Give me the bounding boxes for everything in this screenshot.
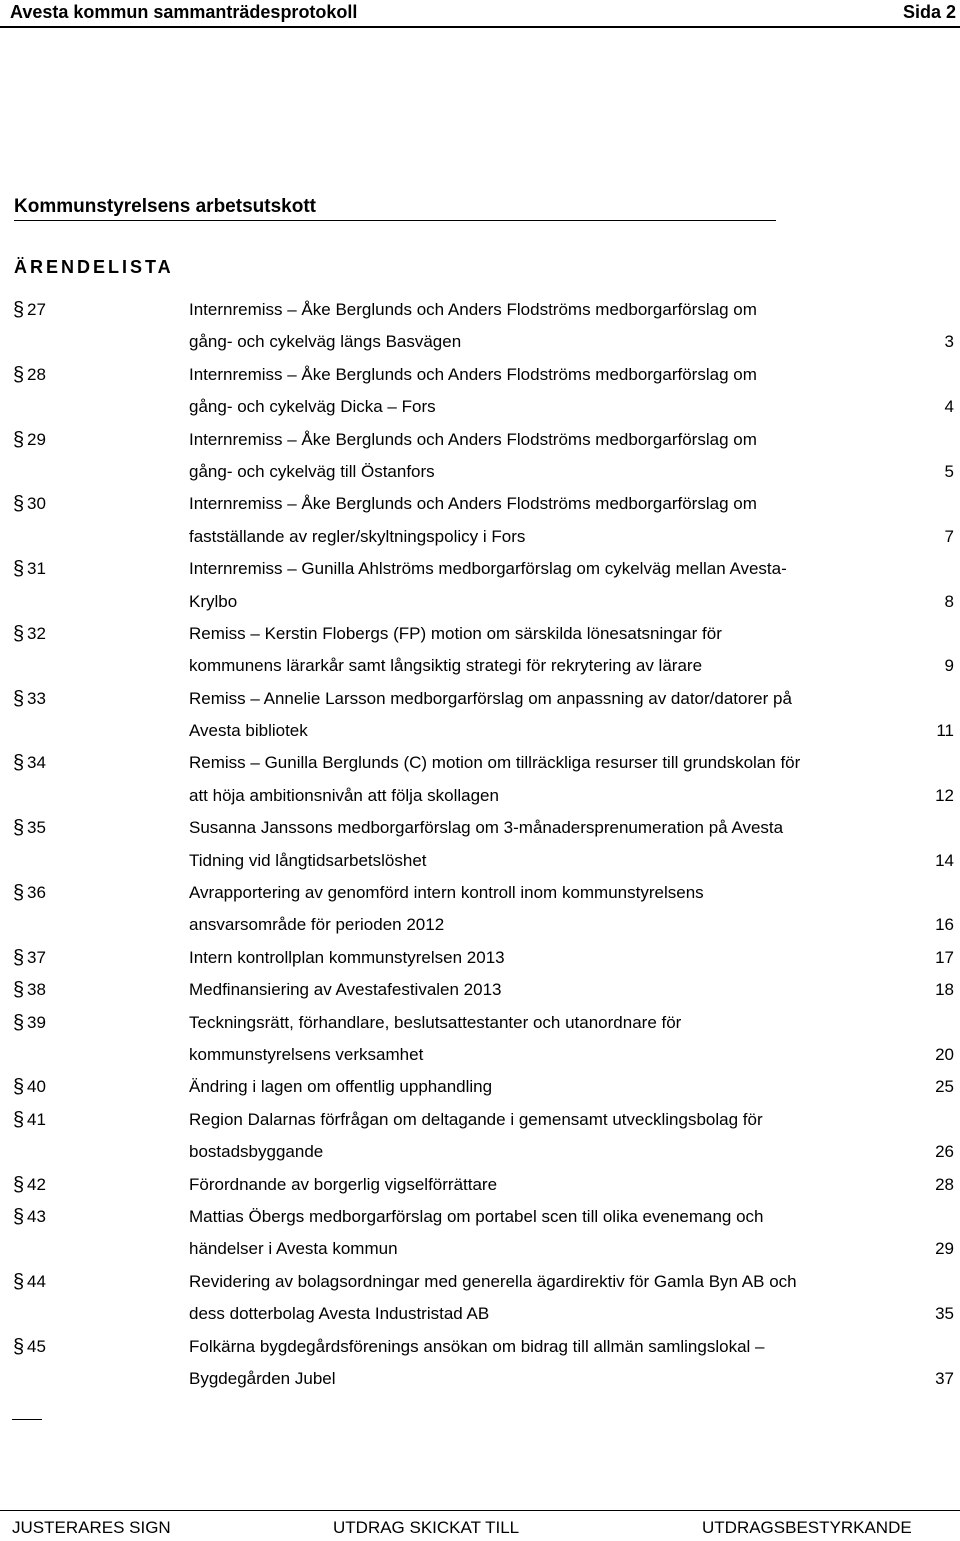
item-title-line: Avesta bibliotek [189,721,308,741]
item-title-line: Internremiss – Gunilla Ahlströms medborgarförslag om cykelväg mellan Avesta- [189,559,787,579]
item-page-number: 20 [935,1044,954,1064]
item-title-line: kommunens lärarkår samt långsiktig strategi för rekrytering av lärare [189,656,703,676]
item-number: 32 [27,623,46,643]
section-symbol: § [13,882,25,905]
item-number: 34 [27,753,46,773]
section-symbol: § [13,979,25,1002]
agenda-item [0,359,960,424]
page-number: Sida 2 [902,2,956,22]
agenda-item-line [0,845,960,877]
item-title-line: fastställande av regler/skyltningspolicy i Fors [189,526,526,546]
section-symbol: § [13,428,25,451]
agenda-item-line [0,424,960,456]
section-symbol: § [13,1108,25,1131]
agenda-item-line [0,1298,960,1330]
item-number: 30 [27,494,46,514]
item-title-line: Teckningsrätt, förhandlare, beslutsattestanter och utanordnare för [189,1012,682,1032]
item-title-line: Avrapportering av genomförd intern kontroll inom kommunstyrelsens [189,883,704,903]
agenda-item [0,1201,960,1266]
agenda-item [0,618,960,683]
agenda-item-line [0,1169,960,1201]
agenda-item-line [0,1233,960,1265]
item-number: 44 [27,1271,46,1291]
end-rule [12,1419,42,1420]
document-title: Avesta kommun sammanträdesprotokoll [10,2,358,22]
section-symbol: § [13,1011,25,1034]
item-page-number: 26 [935,1142,954,1162]
item-page-number: 18 [935,980,954,1000]
agenda-item-line [0,747,960,779]
item-title-line: Ändring i lagen om offentlig upphandling [189,1077,493,1097]
section-symbol: § [13,363,25,386]
item-page-number: 12 [935,785,954,805]
agenda-item [0,683,960,748]
item-number: 35 [27,818,46,838]
agenda-item [0,553,960,618]
section-symbol: § [13,493,25,516]
agenda-item-line [0,1136,960,1168]
item-number: 36 [27,883,46,903]
item-number: 40 [27,1077,46,1097]
agenda-item [0,1266,960,1331]
agenda-list [0,294,960,1395]
item-title-line: gång- och cykelväg längs Basvägen [189,332,462,352]
section-symbol: § [13,1173,25,1196]
item-number: 42 [27,1174,46,1194]
item-title-line: Revidering av bolagsordningar med generella ägardirektiv för Gamla Byn AB och [189,1271,797,1291]
item-title-line: Internremiss – Åke Berglunds och Anders Flodströms medborgarförslag om [189,300,757,319]
agenda-item-line [0,780,960,812]
item-number: 37 [27,947,46,967]
item-title-line: dess dotterbolag Avesta Industristad AB [189,1304,490,1324]
item-number: 45 [27,1336,46,1356]
item-title-line: Mattias Öbergs medborgarförslag om portabel scen till olika evenemang och [189,1206,764,1226]
item-title-line: ansvarsområde för perioden 2012 [189,915,445,935]
item-title-line: att höja ambitionsnivån att följa skollagen [189,785,499,805]
item-title-line: gång- och cykelväg Dicka – Fors [189,397,436,417]
item-title-line: Susanna Janssons medborgarförslag om 3-månadersprenumeration på Avesta [189,818,784,838]
agenda-item-line [0,812,960,844]
agenda-item [0,1331,960,1396]
agenda-item [0,1169,960,1201]
agenda-item-line [0,909,960,941]
committee-underline [14,220,776,221]
item-page-number: 35 [935,1304,954,1324]
item-title-line: Internremiss – Åke Berglunds och Anders Flodströms medborgarförslag om [189,494,757,514]
agenda-item [0,877,960,942]
committee-name: Kommunstyrelsens arbetsutskott [14,196,316,217]
item-page-number: 8 [944,591,954,611]
item-number: 43 [27,1206,46,1226]
item-title-line: kommunstyrelsens verksamhet [189,1044,424,1064]
section-symbol: § [13,1076,25,1099]
agenda-item-line [0,1071,960,1103]
item-title-line: Bygdegården Jubel [189,1368,336,1388]
section-symbol: § [13,752,25,775]
agenda-item-line [0,553,960,585]
footer-sent-label: UTDRAG SKICKAT TILL [333,1518,520,1537]
item-page-number: 17 [935,947,954,967]
agenda-item-line [0,618,960,650]
section-symbol: § [13,946,25,969]
agenda-item-line [0,1039,960,1071]
item-page-number: 14 [935,850,954,870]
section-symbol: § [13,1205,25,1228]
item-page-number: 4 [944,397,954,417]
agenda-item [0,294,960,359]
item-number: 33 [27,688,46,708]
agenda-item-line [0,391,960,423]
agenda-item [0,1104,960,1169]
item-title-line: händelser i Avesta kommun [189,1239,398,1259]
section-symbol: § [13,687,25,710]
agenda-item-line [0,1266,960,1298]
item-title-line: Internremiss – Åke Berglunds och Anders Flodströms medborgarförslag om [189,364,757,384]
agenda-item [0,812,960,877]
item-title-line: bostadsbyggande [189,1142,324,1162]
agenda-item-line [0,1104,960,1136]
section-symbol: § [13,622,25,645]
item-number: 41 [27,1109,46,1129]
agenda-item-line [0,715,960,747]
item-title-line: Medfinansiering av Avestafestivalen 2013 [189,980,502,1000]
item-title-line: Remiss – Gunilla Berglunds (C) motion om tillräckliga resurser till grundskolan för [189,753,801,773]
list-heading: ÄRENDELISTA [14,257,174,277]
agenda-item [0,1007,960,1072]
item-page-number: 11 [936,721,954,741]
agenda-item [0,424,960,489]
agenda-item [0,1071,960,1103]
section-symbol: § [13,299,25,321]
agenda-item-line [0,942,960,974]
agenda-item-line [0,586,960,618]
item-number: 31 [27,559,46,579]
agenda-item-line [0,521,960,553]
item-page-number: 9 [944,656,954,676]
item-page-number: 3 [944,332,954,352]
agenda-item-line [0,1007,960,1039]
section-symbol: § [13,817,25,840]
item-title-line: Intern kontrollplan kommunstyrelsen 2013 [189,947,505,967]
item-number: 28 [27,364,46,384]
item-number: 38 [27,980,46,1000]
item-number: 27 [27,300,46,319]
page-header [0,0,960,28]
agenda-item-line [0,1201,960,1233]
item-title-line: Region Dalarnas förfrågan om deltagande i gemensamt utvecklingsbolag för [189,1109,763,1129]
agenda-item-line [0,294,960,326]
agenda-item [0,974,960,1006]
agenda-item-line [0,683,960,715]
section-symbol: § [13,558,25,581]
item-title-line: Folkärna bygdegårdsförenings ansökan om bidrag till allmän samlingslokal – [189,1336,765,1356]
agenda-item-line [0,456,960,488]
item-page-number: 7 [944,526,954,546]
agenda-item-line [0,1363,960,1395]
agenda-item [0,488,960,553]
section-symbol: § [13,1270,25,1293]
agenda-item-line [0,877,960,909]
item-title-line: Tidning vid långtidsarbetslöshet [189,850,427,870]
item-title-line: Förordnande av borgerlig vigselförrättare [189,1174,498,1194]
item-page-number: 16 [935,915,954,935]
agenda-item-line [0,488,960,520]
item-page-number: 25 [935,1077,954,1097]
item-page-number: 28 [935,1174,954,1194]
agenda-item [0,747,960,812]
item-page-number: 5 [944,461,954,481]
section-symbol: § [13,1335,25,1358]
item-title-line: Remiss – Kerstin Flobergs (FP) motion om särskilda lönesatsningar för [189,623,722,643]
agenda-item-line [0,326,960,358]
footer-certified-label: UTDRAGSBESTYRKANDE [702,1518,912,1537]
item-number: 39 [27,1012,46,1032]
agenda-item-line [0,650,960,682]
page-footer [0,1510,960,1537]
agenda-item-line [0,1331,960,1363]
item-title-line: Krylbo [189,591,238,611]
agenda-item-line [0,359,960,391]
item-page-number: 37 [935,1368,954,1388]
item-page-number: 29 [935,1239,954,1259]
item-number: 29 [27,429,46,449]
item-title-line: Remiss – Annelie Larsson medborgarförslag om anpassning av dator/datorer på [189,688,792,708]
item-title-line: gång- och cykelväg till Östanfors [189,461,435,481]
footer-sign-label: JUSTERARES SIGN [12,1518,171,1537]
agenda-item [0,942,960,974]
agenda-item-line [0,974,960,1006]
item-title-line: Internremiss – Åke Berglunds och Anders Flodströms medborgarförslag om [189,429,757,449]
